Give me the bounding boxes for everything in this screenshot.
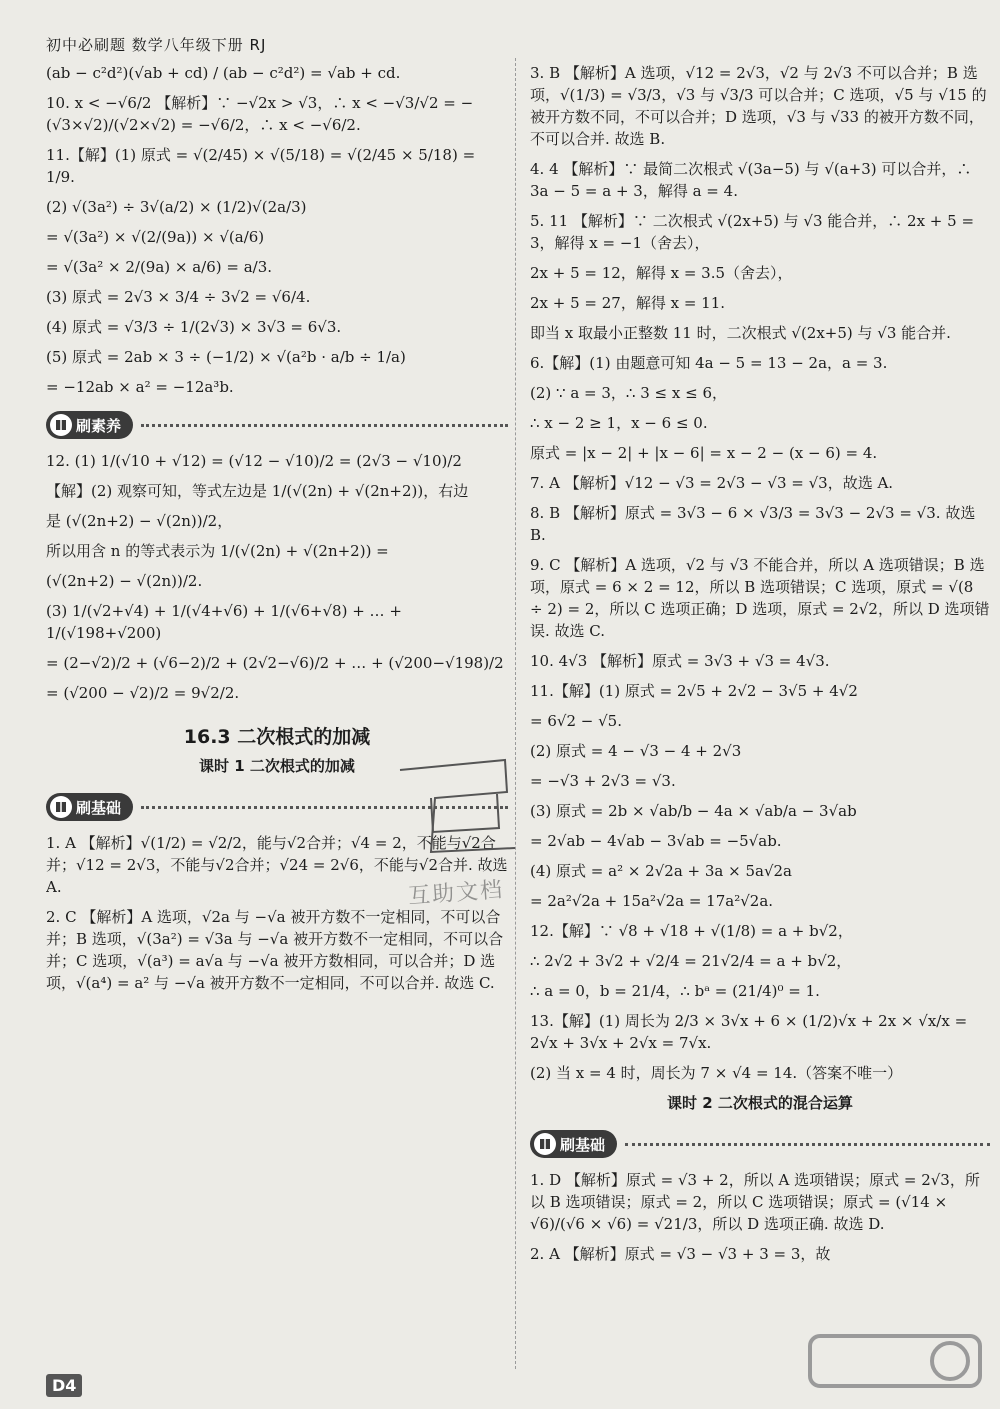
solution-line: (3) 原式 = 2√3 × 3/4 ÷ 3√2 = √6/4. bbox=[46, 288, 311, 306]
badge-label: 刷基础 bbox=[560, 1135, 606, 1154]
solution-line: 即当 x 取最小正整数 11 时，二次根式 √(2x+5) 与 √3 能合并. bbox=[530, 324, 951, 342]
solution-line: (4) 原式 = a² × 2√2a + 3a × 5a√2a bbox=[530, 862, 792, 880]
solution-line: = √(3a²) × √(2/(9a)) × √(a/6) bbox=[46, 228, 265, 246]
section-badge-jichu bbox=[530, 1127, 990, 1161]
solution-line: (3) 1/(√2+√4) + 1/(√4+√6) + 1/(√6+√8) + … + 1/(√198+√200) bbox=[46, 602, 402, 642]
solution-line: = 2a²√2a + 15a²√2a = 17a²√2a. bbox=[530, 892, 774, 910]
solution-line: 8. B 【解析】原式 = 3√3 − 6 × √3/3 = 3√3 − 2√3 = √3. 故选 B. bbox=[530, 504, 976, 544]
solution-line: 4. 4 【解析】∵ 最简二次根式 √(3a−5) 与 √(a+3) 可以合并，∴ 3a − 5 = a + 3，解得 a = 4. bbox=[530, 160, 972, 200]
solution-line: 6.【解】(1) 由题意可知 4a − 5 = 13 − 2a，a = 3. bbox=[530, 354, 888, 372]
column-divider bbox=[515, 58, 516, 1369]
solution-line: ∴ a = 0，b = 21/4，∴ bᵃ = (21/4)⁰ = 1. bbox=[530, 982, 820, 1000]
solution-line: 原式 = |x − 2| + |x − 6| = x − 2 − (x − 6) = 4. bbox=[530, 444, 878, 462]
solution-line: = 6√2 − √5. bbox=[530, 712, 622, 730]
solution-line: 5. 11 【解析】∵ 二次根式 √(2x+5) 与 √3 能合并，∴ 2x + 5 = 3，解得 x = −1（舍去）， bbox=[530, 212, 975, 252]
solution-line: ∴ 2√2 + 3√2 + √2/4 = 21√2/4 = a + b√2， bbox=[530, 952, 852, 970]
solution-line: 11.【解】(1) 原式 = √(2/45) × √(5/18) = √(2/45 × 5/18) = 1/9. bbox=[46, 146, 476, 186]
solution-line: 2. A 【解析】原式 = √3 − √3 + 3 = 3，故 bbox=[530, 1245, 831, 1263]
lesson-title: 课时 1 二次根式的加减 bbox=[199, 757, 355, 775]
solution-line: 【解】(2) 观察可知，等式左边是 1/(√(2n) + √(2n+2))，右边 bbox=[46, 482, 469, 500]
badge-label: 刷基础 bbox=[76, 798, 122, 817]
solution-line: = 2√ab − 4√ab − 3√ab = −5√ab. bbox=[530, 832, 782, 850]
solution-line: (4) 原式 = √3/3 ÷ 1/(2√3) × 3√3 = 6√3. bbox=[46, 318, 342, 336]
solution-line: 11.【解】(1) 原式 = 2√5 + 2√2 − 3√5 + 4√2 bbox=[530, 682, 858, 700]
solution-line: = (√200 − √2)/2 = 9√2/2. bbox=[46, 684, 240, 702]
solution-line: 10. 4√3 【解析】原式 = 3√3 + √3 = 4√3. bbox=[530, 652, 830, 670]
left-column bbox=[46, 58, 508, 1349]
running-header: 初中必刷题 数学八年级下册 RJ bbox=[46, 36, 267, 54]
section-badge-suyang bbox=[46, 408, 508, 442]
dotted-rule bbox=[141, 424, 508, 427]
solution-line: = (2−√2)/2 + (√6−2)/2 + (2√2−√6)/2 + … + (√200−√198)/2 bbox=[46, 654, 504, 672]
solution-line: = −√3 + 2√3 = √3. bbox=[530, 772, 676, 790]
solution-line: (√(2n+2) − √(2n))/2. bbox=[46, 572, 203, 590]
solution-line: (3) 原式 = 2b × √ab/b − 4a × √ab/a − 3√ab bbox=[530, 802, 857, 820]
solution-line: 2. C 【解析】A 选项，√2a 与 −√a 被开方数不一定相同，不可以合并；B 选项，√(3a²) = √3a 与 −√a 被开方数不一定相同，不可以合并；C 选项，√(a³) = a√a 与 −√a 被开方数相同，可以合并；D 选项，√(a⁴) = a² 与 −√a 被开方数不一定相同，不可以合并. 故选 C. bbox=[46, 908, 504, 992]
solution-line: = √(3a² × 2/(9a) × a/6) = a/3. bbox=[46, 258, 273, 276]
solution-line: (5) 原式 = 2ab × 3 ÷ (−1/2) × √(a²b · a/b ÷ 1/a) bbox=[46, 348, 406, 366]
right-column bbox=[530, 58, 990, 1349]
solution-line: 2x + 5 = 12，解得 x = 3.5（舍去）， bbox=[530, 264, 793, 282]
site-logo bbox=[800, 1330, 990, 1402]
solution-line: 9. C 【解析】A 选项，√2 与 √3 不能合并，所以 A 选项错误；B 选项，原式 = 6 × 2 = 12，所以 B 选项错误；C 选项，原式 = √(8 ÷ 2) = 2，所以 C 选项正确；D 选项，原式 = 2√2，所以 D 选项错误. 故选 C. bbox=[530, 556, 990, 640]
solution-line: (2) √(3a²) ÷ 3√(a/2) × (1/2)√(2a/3) bbox=[46, 198, 307, 216]
section-title: 16.3 二次根式的加减 bbox=[183, 726, 371, 748]
solution-line: (2) ∵ a = 3，∴ 3 ≤ x ≤ 6， bbox=[530, 384, 727, 402]
solution-line: (2) 原式 = 4 − √3 − 4 + 2√3 bbox=[530, 742, 742, 760]
solution-line: 所以用含 n 的等式表示为 1/(√(2n) + √(2n+2)) = bbox=[46, 542, 389, 560]
solution-line: 2x + 5 = 27，解得 x = 11. bbox=[530, 294, 726, 312]
book-icon bbox=[50, 414, 72, 436]
solution-line: 13.【解】(1) 周长为 2/3 × 3√x + 6 × (1/2)√x + 2x × √x/x = 2√x + 3√x + 2√x = 7√x. bbox=[530, 1012, 968, 1052]
solution-line: 3. B 【解析】A 选项，√12 = 2√3，√2 与 2√3 不可以合并；B 选项，√(1/3) = √3/3，√3 与 √3/3 可以合并；C 选项，√5 与 √15 的被开方数不同，不可以合并；D 选项，√3 与 √33 的被开方数不同，不可以合并. 故选 B. bbox=[530, 64, 987, 148]
solution-line: 12. (1) 1/(√10 + √12) = (√12 − √10)/2 = (2√3 − √10)/2 bbox=[46, 452, 462, 470]
stamp-mark bbox=[395, 752, 525, 862]
page-number: D4 bbox=[46, 1374, 82, 1397]
book-icon bbox=[534, 1133, 556, 1155]
solution-line: 1. A 【解析】√(1/2) = √2/2，能与√2合并；√4 = 2，不能与√2合并；√12 = 2√3，不能与√2合并；√24 = 2√6，不能与√2合并. 故选 A. bbox=[46, 834, 508, 896]
watermark-text: 互助文档 bbox=[407, 877, 505, 910]
solution-line: 10. x < −√6/2 【解析】∵ −√2x > √3，∴ x < −√3/√2 = −(√3×√2)/(√2×√2) = −√6/2，∴ x < −√6/2. bbox=[46, 94, 474, 134]
solution-line: 是 (√(2n+2) − √(2n))/2， bbox=[46, 512, 233, 530]
solution-line: ∴ x − 2 ≥ 1，x − 6 ≤ 0. bbox=[530, 414, 708, 432]
lesson-title: 课时 2 二次根式的混合运算 bbox=[667, 1094, 853, 1112]
solution-line: = −12ab × a² = −12a³b. bbox=[46, 378, 234, 396]
book-icon bbox=[50, 796, 72, 818]
solution-line: 12.【解】∵ √8 + √18 + √(1/8) = a + b√2， bbox=[530, 922, 853, 940]
solution-line: 7. A 【解析】√12 − √3 = 2√3 − √3 = √3，故选 A. bbox=[530, 474, 894, 492]
badge-label: 刷素养 bbox=[76, 416, 122, 435]
solution-line: (ab − c²d²)(√ab + cd) / (ab − c²d²) = √ab + cd. bbox=[46, 64, 401, 82]
dotted-rule bbox=[625, 1143, 990, 1146]
solution-line: 1. D 【解析】原式 = √3 + 2，所以 A 选项错误；原式 = 2√3，所以 B 选项错误；原式 = 2，所以 C 选项错误；原式 = (√14 × √6)/(√6 × √6) = √21/3，所以 D 选项正确. 故选 D. bbox=[530, 1171, 980, 1233]
solution-line: (2) 当 x = 4 时，周长为 7 × √4 = 14.（答案不唯一） bbox=[530, 1064, 903, 1082]
